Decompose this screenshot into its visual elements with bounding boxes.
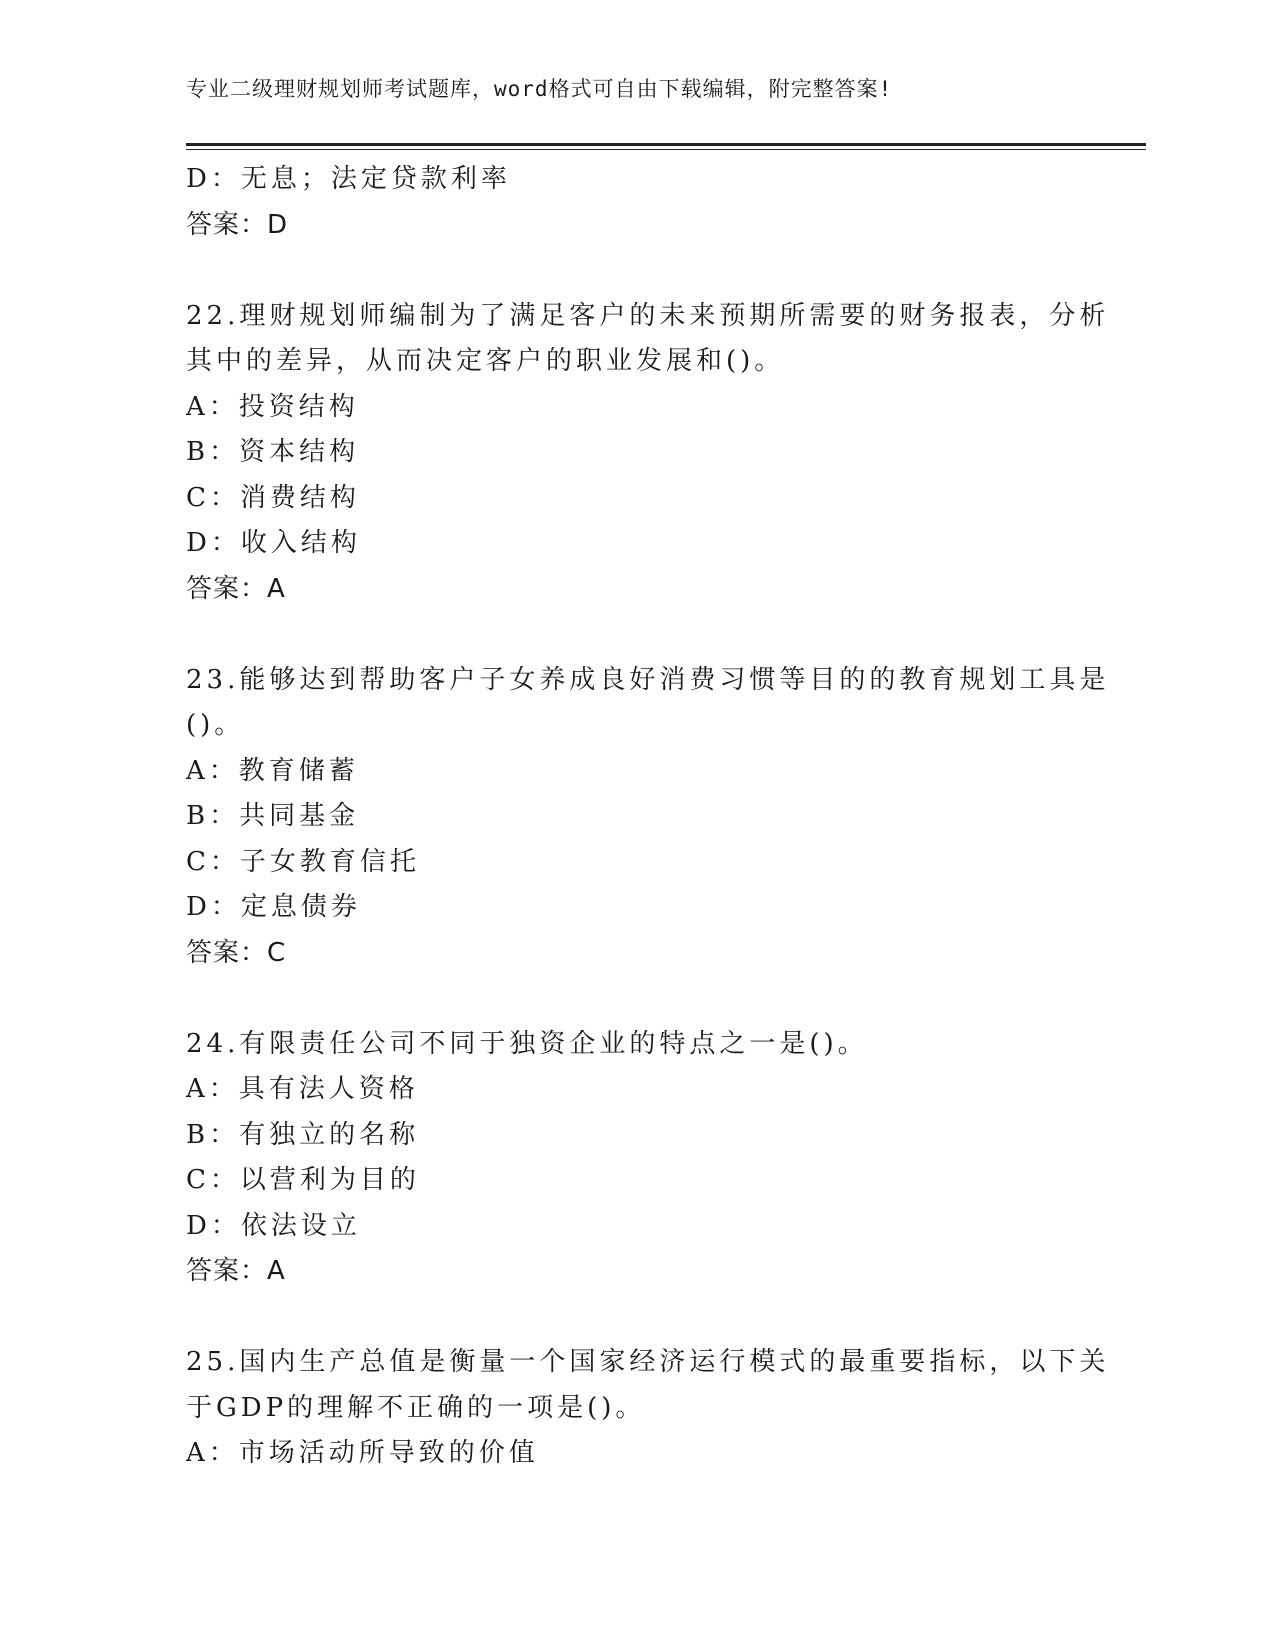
spacer xyxy=(186,976,1086,1022)
option-b: B：有独立的名称 xyxy=(186,1119,420,1150)
question-24 xyxy=(186,1022,1086,1295)
question-stem: 24.有限责任公司不同于独资企业的特点之一是()。 xyxy=(186,1028,868,1059)
option-d: D：定息债券 xyxy=(186,892,361,922)
question-25 xyxy=(186,1340,1110,1477)
question-stem: 22.理财规划师编制为了满足客户的未来预期所需要的财务报表，分析 xyxy=(186,300,1110,331)
question-stem: 于GDP的理解不正确的一项是()。 xyxy=(186,1392,646,1423)
spacer xyxy=(186,1295,1086,1341)
option-c: C：子女教育信托 xyxy=(186,846,420,877)
option-a: A：市场活动所导致的价值 xyxy=(186,1438,539,1468)
option-a: A：教育储蓄 xyxy=(186,755,359,786)
option-b: B：共同基金 xyxy=(186,801,360,831)
option-c: C：以营利为目的 xyxy=(186,1165,420,1195)
answer-line: 答案：C xyxy=(186,937,287,968)
question-stem: ()。 xyxy=(186,710,245,740)
header-rule-thick xyxy=(186,143,1146,146)
question-stem: 23.能够达到帮助客户子女养成良好消费习惯等目的的教育规划工具是 xyxy=(186,664,1110,695)
header-rule-thin xyxy=(186,149,1146,150)
option-d: D：收入结构 xyxy=(186,528,361,558)
question-stem: 25.国内生产总值是衡量一个国家经济运行模式的最重要指标，以下关 xyxy=(186,1347,1110,1377)
question-list xyxy=(186,157,1110,1477)
question-23 xyxy=(186,658,1110,977)
spacer xyxy=(186,612,1086,658)
answer-line: 答案：D xyxy=(186,209,289,240)
option-d: D：依法设立 xyxy=(186,1210,361,1241)
question-22 xyxy=(186,294,1110,613)
option-a: A：投资结构 xyxy=(186,391,359,422)
question-stem: 其中的差异，从而决定客户的职业发展和()。 xyxy=(186,346,785,376)
option-a: A：具有法人资格 xyxy=(186,1074,419,1104)
option-c: C：消费结构 xyxy=(186,482,360,513)
page-header: 专业二级理财规划师考试题库，word格式可自由下载编辑，附完整答案! xyxy=(186,77,893,101)
spacer xyxy=(186,248,1086,294)
option-b: B：资本结构 xyxy=(186,437,360,467)
option-line: D：无息；法定贷款利率 xyxy=(186,164,511,194)
answer-line: 答案：A xyxy=(186,573,286,604)
answer-line: 答案：A xyxy=(186,1256,286,1286)
